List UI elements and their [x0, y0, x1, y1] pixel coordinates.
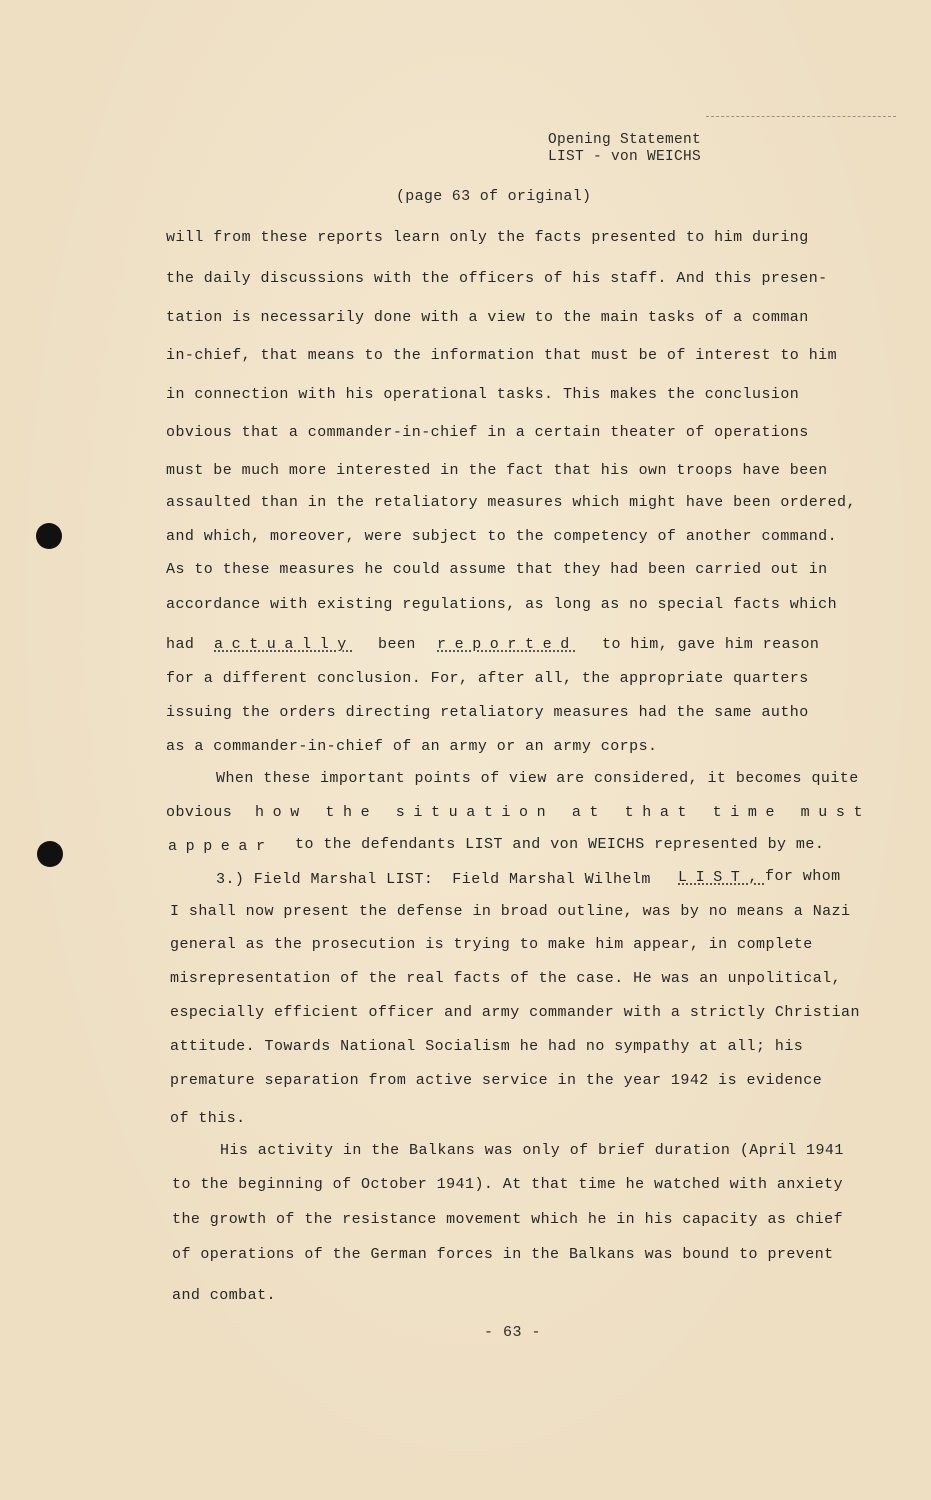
- text-line: to him, gave him reason: [602, 636, 820, 653]
- text-line: and which, moreover, were subject to the competency of another command.: [166, 528, 838, 545]
- text-line: As to these measures he could assume that they had been carried out in: [166, 561, 828, 578]
- text-line: the daily discussions with the officers of his staff. And this presen-: [166, 270, 828, 287]
- text-line: assaulted than in the retaliatory measures which might have been ordered,: [166, 494, 856, 511]
- text-line: obvious that a commander-in-chief in a certain theater of operations: [166, 424, 809, 441]
- spaced-underlined-word: reported: [437, 636, 578, 653]
- text-line: His activity in the Balkans was only of brief duration (April 1941: [220, 1142, 844, 1159]
- header-title: Opening Statement: [548, 132, 702, 148]
- page-reference: (page 63 of original): [396, 188, 592, 205]
- text-line: and combat.: [172, 1287, 276, 1304]
- text-line: had: [166, 636, 195, 653]
- text-line: in-chief, that means to the information that must be of interest to him: [166, 347, 838, 364]
- spaced-phrase: how the situation at that time must: [255, 804, 872, 821]
- text-line: as a commander-in-chief of an army or an army corps.: [166, 738, 658, 755]
- text-line: will from these reports learn only the facts presented to him during: [166, 229, 809, 246]
- text-line: to the beginning of October 1941). At that time he watched with anxiety: [172, 1176, 844, 1193]
- text-line: I shall now present the defense in broad outline, was by no means a Nazi: [170, 903, 851, 920]
- text-line: of this.: [170, 1110, 246, 1127]
- text-line: in connection with his operational tasks. This makes the conclusion: [166, 386, 800, 403]
- header-subtitle: LIST - von WEICHS: [548, 149, 702, 165]
- spaced-underlined-word: actually: [214, 636, 355, 653]
- text-line: obvious: [166, 804, 233, 821]
- page-number: - 63 -: [484, 1324, 542, 1341]
- text-line: to the defendants LIST and von WEICHS represented by me.: [295, 836, 825, 853]
- text-line: When these important points of view are considered, it becomes quite: [216, 770, 859, 787]
- text-line: for a different conclusion. For, after all, the appropriate quarters: [166, 670, 809, 687]
- text-line: for whom: [765, 868, 841, 885]
- text-line: of operations of the German forces in the Balkans was bound to prevent: [172, 1246, 834, 1263]
- text-line: attitude. Towards National Socialism he had no sympathy at all; his: [170, 1038, 804, 1055]
- text-line: been: [378, 636, 416, 653]
- text-line: accordance with existing regulations, as long as no special facts which: [166, 596, 838, 613]
- text-line: must be much more interested in the fact that his own troops have been: [166, 462, 828, 479]
- spaced-underlined-word: LIST,: [678, 869, 767, 886]
- text-line: general as the prosecution is trying to make him appear, in complete: [170, 936, 813, 953]
- text-line: issuing the orders directing retaliatory measures had the same autho: [166, 704, 809, 721]
- text-line: the growth of the resistance movement which he in his capacity as chief: [172, 1211, 844, 1228]
- text-line: tation is necessarily done with a view to the main tasks of a comman: [166, 309, 809, 326]
- text-line: especially efficient officer and army commander with a strictly Christian: [170, 1004, 860, 1021]
- text-line: premature separation from active service in the year 1942 is evidence: [170, 1072, 823, 1089]
- text-line: 3.) Field Marshal LIST: Field Marshal Wilhelm: [216, 871, 651, 888]
- spaced-word: appear: [168, 838, 274, 855]
- text-line: misrepresentation of the real facts of the case. He was an unpolitical,: [170, 970, 842, 987]
